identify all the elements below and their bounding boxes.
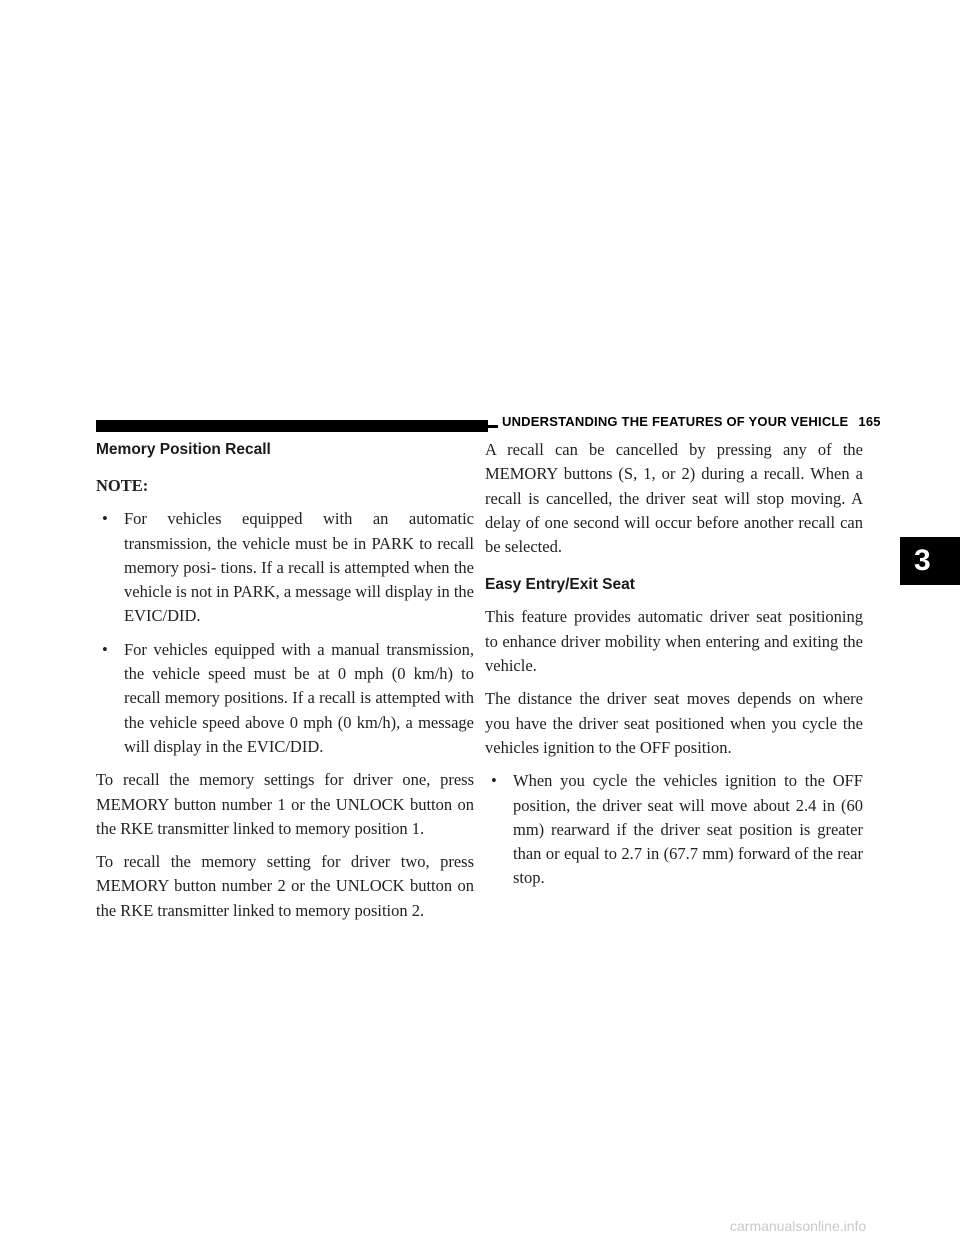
- section-tab: 3: [900, 537, 960, 585]
- header-title: UNDERSTANDING THE FEATURES OF YOUR VEHICLE: [502, 414, 849, 429]
- header-bar: [96, 420, 488, 432]
- bullet-icon: •: [102, 639, 108, 659]
- bullet-icon: •: [491, 771, 497, 791]
- paragraph: The distance the driver seat moves depends on where you have the driver seat positioned when you cycle the vehicles ignition to the OFF position.: [485, 689, 863, 757]
- easy-entry-bullet-list: [485, 769, 863, 890]
- paragraph: A recall can be cancelled by pressing any of the MEMORY buttons (S, 1, or 2) during a recall. When a recall is cancelled, the driver seat will stop moving. A delay of one second will occur before another recall can be selected.: [485, 440, 863, 557]
- running-header: [498, 414, 885, 429]
- paragraph: To recall the memory settings for driver one, press MEMORY button number 1 or the UNLOCK button on the RKE transmitter linked to memory position 1.: [96, 770, 474, 838]
- note-bullet-list: [96, 507, 474, 759]
- list-item: • For vehicles equipped with a manual transmission, the vehicle speed must be at 0 mph (0 km/h) to recall memory positions. If a recall is attempted with the vehicle speed above 0 mph (0 km/h), a message will display in the EVIC/DID.: [102, 639, 474, 756]
- watermark: carmanualsonline.info: [730, 1218, 867, 1234]
- left-column: [96, 438, 474, 932]
- section-heading-memory-recall: Memory Position Recall: [96, 441, 271, 458]
- note-label: NOTE:: [96, 476, 149, 495]
- section-heading-easy-entry: Easy Entry/Exit Seat: [485, 576, 635, 594]
- right-column: [485, 438, 863, 900]
- paragraph: This feature provides automatic driver seat positioning to enhance driver mobility when entering and exiting the vehicle.: [485, 607, 863, 676]
- list-item: • For vehicles equipped with an automatic transmission, the vehicle must be in PARK to recall memory posi- tions. If a recall is attempted when the vehicle is not in PARK, a message will display in the EVIC/DID.: [102, 509, 474, 626]
- page-number: 165: [858, 414, 881, 429]
- bullet-icon: •: [102, 509, 108, 529]
- paragraph: To recall the memory setting for driver two, press MEMORY button number 2 or the UNLOCK button on the RKE transmitter linked to memory position 2.: [96, 852, 474, 920]
- list-item: • When you cycle the vehicles ignition to the OFF position, the driver seat will move about 2.4 in (60 mm) rearward if the driver seat position is greater than or equal to 2.7 in (67.7 mm) forward of the rear stop.: [491, 771, 863, 888]
